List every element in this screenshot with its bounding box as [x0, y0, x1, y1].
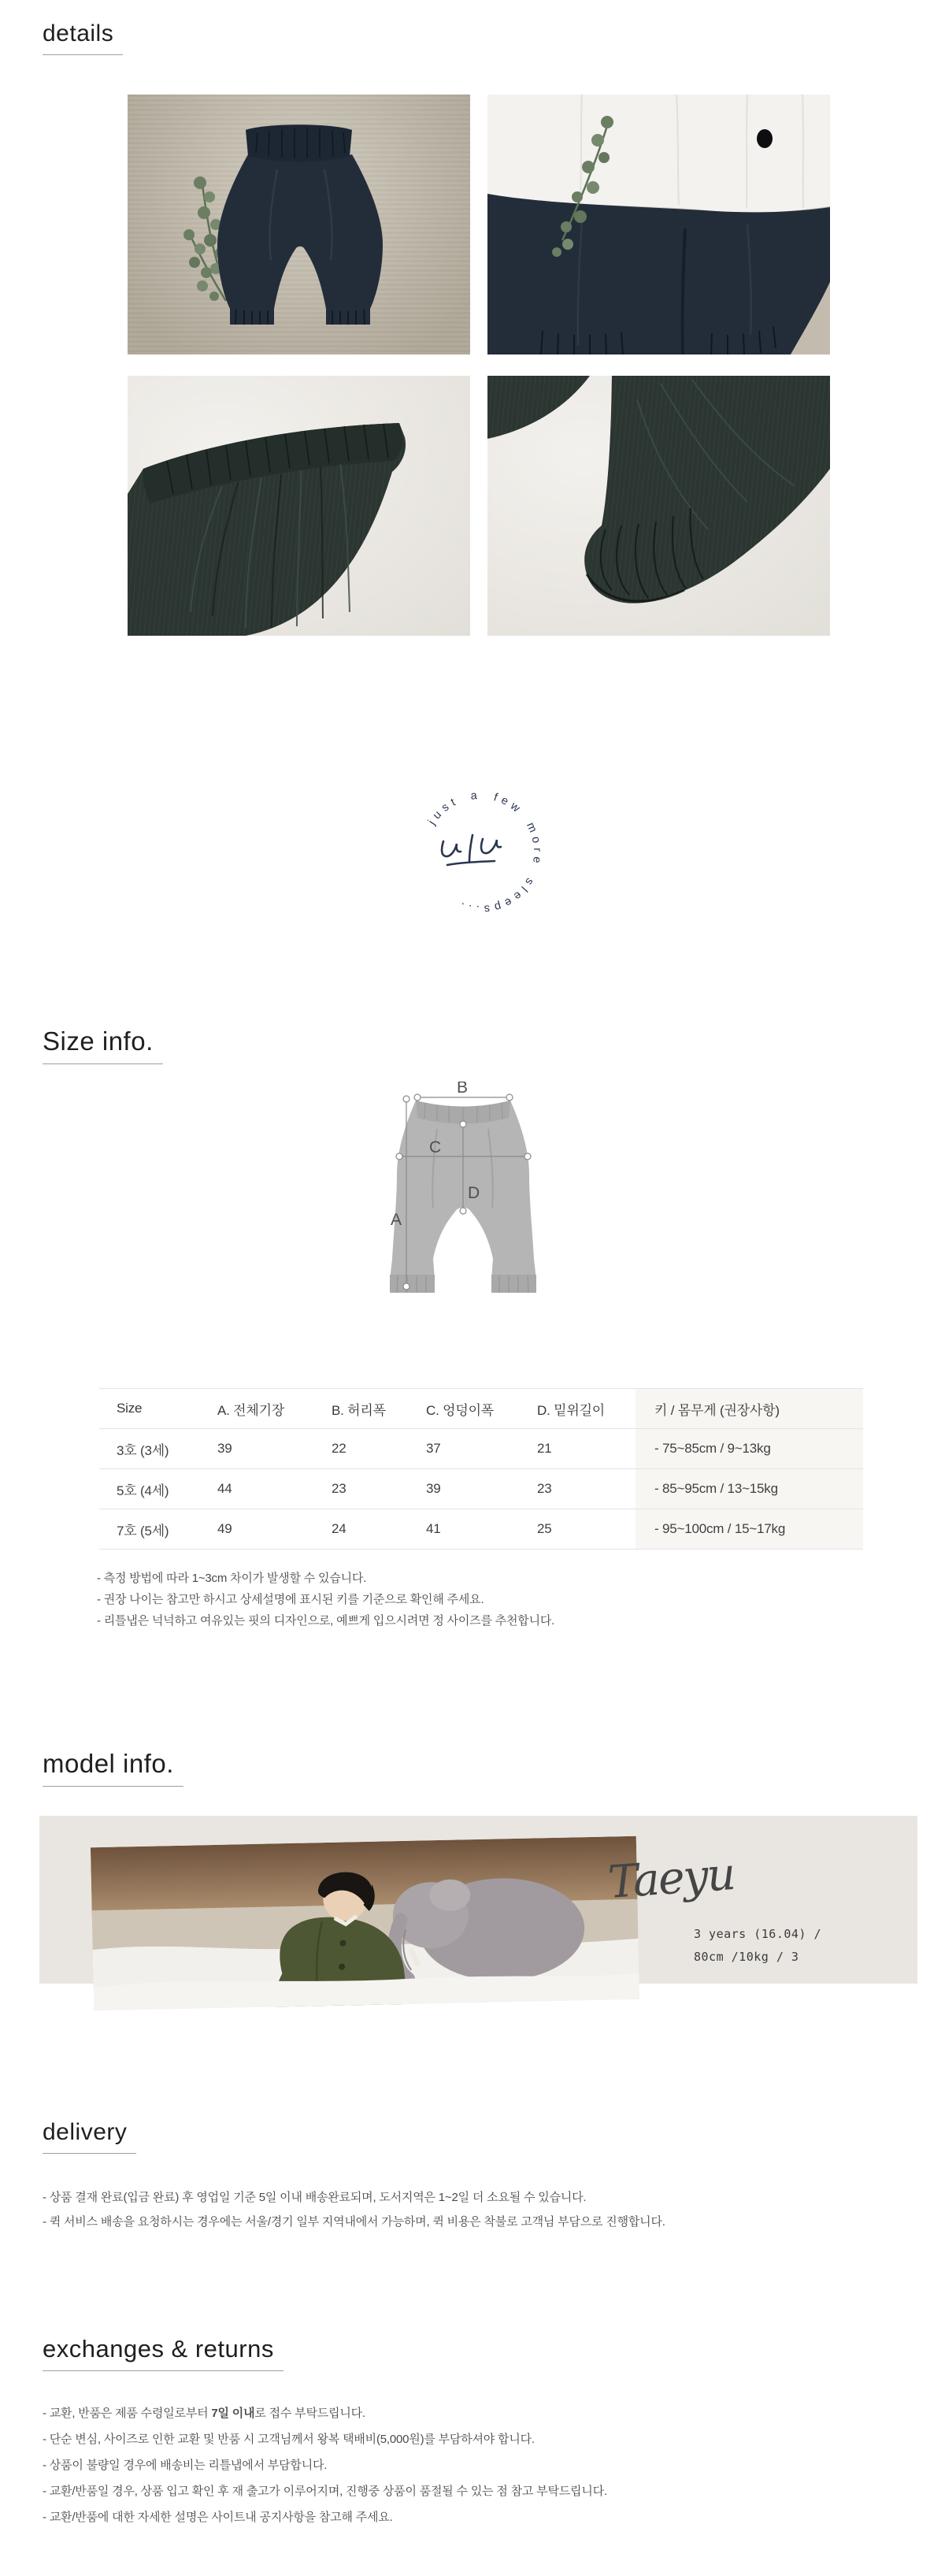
- delivery-notes: [43, 2185, 665, 2234]
- returns-note-line: - 교환/반품일 경우, 상품 입고 확인 후 재 출고가 이루어지며, 진행중 상품이 품절될 수 있는 점 참고 부탁드립니다.: [43, 2485, 607, 2498]
- size-note-line: - 측정 방법에 따라 1~3cm 차이가 발생할 수 있습니다.: [97, 1572, 367, 1585]
- model-stats-line2: 80cm /10kg / 3: [694, 1950, 799, 1964]
- cell-waist: 23: [332, 1469, 426, 1509]
- cell-height-weight: - 95~100cm / 15~17kg: [636, 1509, 863, 1550]
- cell-rise: 23: [537, 1469, 636, 1509]
- green-cuff-illustration: [487, 376, 830, 636]
- size-table-row: [99, 1429, 863, 1469]
- model-photo-illustration: [91, 1836, 639, 2010]
- section-heading-model-info: [43, 1749, 183, 1787]
- col-header-length: A. 전체기장: [217, 1389, 332, 1429]
- brand-logo: [394, 766, 567, 939]
- cell-length: 44: [217, 1469, 332, 1509]
- product-photo-waistband-detail: [128, 376, 470, 636]
- product-photo-back-styled: [487, 95, 830, 354]
- model-stats-line1: 3 years (16.04) /: [694, 1927, 822, 1941]
- delivery-note-line: - 퀵 서비스 배송을 요청하시는 경우에는 서울/경기 일부 지역내에서 가능하며, 퀵 비용은 착불로 고객님 부담으로 진행합니다.: [43, 2215, 665, 2229]
- returns-note-suffix: 로 접수 부탁드립니다.: [254, 2407, 365, 2420]
- cell-size: 3호 (3세): [99, 1429, 217, 1469]
- returns-notes: [43, 2400, 607, 2530]
- cell-length: 49: [217, 1509, 332, 1550]
- size-table-row: [99, 1469, 863, 1509]
- delivery-heading-label: delivery: [43, 2119, 136, 2154]
- section-heading-delivery: [43, 2119, 136, 2154]
- size-table-row: [99, 1509, 863, 1550]
- section-heading-returns: [43, 2335, 284, 2371]
- diagram-label-c: C: [429, 1138, 442, 1156]
- diagram-label-a: A: [391, 1211, 402, 1229]
- cell-size: 5호 (4세): [99, 1469, 217, 1509]
- diagram-label-b: B: [457, 1082, 469, 1097]
- model-stats: [694, 1923, 821, 1969]
- col-header-hip: C. 엉덩이폭: [426, 1389, 537, 1429]
- product-photo-cuff-detail: [487, 376, 830, 636]
- delivery-note-line: - 상품 결재 완료(입금 완료) 후 영업일 기준 5일 이내 배송완료되며, 도서지역은 1~2일 더 소요될 수 있습니다.: [43, 2191, 587, 2204]
- model-name-script: Taeyu: [606, 1847, 736, 1909]
- green-waistband-illustration: [128, 376, 470, 636]
- cell-waist: 24: [332, 1509, 426, 1550]
- model-info-heading-label: model info.: [43, 1749, 183, 1787]
- returns-note-prefix: - 교환, 반품은 제품 수령일로부터: [43, 2407, 212, 2420]
- cell-hip: 39: [426, 1469, 537, 1509]
- size-table-header-row: [99, 1389, 863, 1429]
- shirt-button: [757, 129, 773, 148]
- col-header-waist: B. 허리폭: [332, 1389, 426, 1429]
- cell-length: 39: [217, 1429, 332, 1469]
- returns-note-line: - 교환/반품에 대한 자세한 설명은 사이트내 공지사항을 참고해 주세요.: [43, 2511, 393, 2524]
- cell-hip: 37: [426, 1429, 537, 1469]
- navy-pants-shape: [487, 194, 830, 354]
- returns-note-bold: 7일 이내: [211, 2407, 255, 2420]
- returns-note-line: - 단순 변심, 사이즈로 인한 교환 및 반품 시 고객님께서 왕복 택배비(5,000원)를 부담하셔야 합니다.: [43, 2433, 535, 2446]
- size-note-line: - 리틀냅은 넉넉하고 여유있는 핏의 디자인으로, 예쁘게 입으시려면 정 사이즈를 추천합니다.: [97, 1614, 555, 1628]
- diagram-label-d: D: [468, 1184, 480, 1202]
- col-header-rise: D. 밑위길이: [537, 1389, 636, 1429]
- cell-height-weight: - 85~95cm / 13~15kg: [636, 1469, 863, 1509]
- white-shirt-shape: [487, 95, 830, 213]
- details-heading-label: details: [43, 20, 123, 55]
- cell-waist: 22: [332, 1429, 426, 1469]
- size-note-line: - 권장 나이는 참고만 하시고 상세설명에 표시된 키를 기준으로 확인해 주세요.: [97, 1593, 484, 1606]
- brand-logo-icon: [394, 766, 567, 939]
- returns-heading-label: exchanges & returns: [43, 2335, 284, 2371]
- navy-pants-shape: [217, 124, 383, 325]
- size-table: [99, 1388, 863, 1550]
- returns-note-line: - 상품이 불량일 경우에 배송비는 리틀냅에서 부담합니다.: [43, 2459, 328, 2472]
- col-header-height-weight: 키 / 몸무게 (권장사항): [636, 1389, 863, 1429]
- model-photo: [91, 1836, 639, 2010]
- cell-rise: 25: [537, 1509, 636, 1550]
- product-photo-front: [128, 95, 470, 354]
- navy-pants-back-illustration: [487, 95, 830, 354]
- navy-pants-front-illustration: [128, 95, 470, 354]
- col-header-size: Size: [99, 1389, 217, 1429]
- measurement-diagram: [362, 1082, 598, 1310]
- size-info-heading-label: Size info.: [43, 1026, 163, 1064]
- cell-hip: 41: [426, 1509, 537, 1550]
- cell-rise: 21: [537, 1429, 636, 1469]
- returns-note-line: [43, 2400, 607, 2426]
- size-notes: [97, 1568, 554, 1631]
- logo-handwritten-mark-icon: [442, 835, 501, 865]
- section-heading-details: [43, 20, 123, 55]
- cell-height-weight: - 75~85cm / 9~13kg: [636, 1429, 863, 1469]
- cell-size: 7호 (5세): [99, 1509, 217, 1550]
- logo-circle-text: just a few more sleeps...: [425, 789, 544, 916]
- section-heading-size-info: [43, 1026, 163, 1064]
